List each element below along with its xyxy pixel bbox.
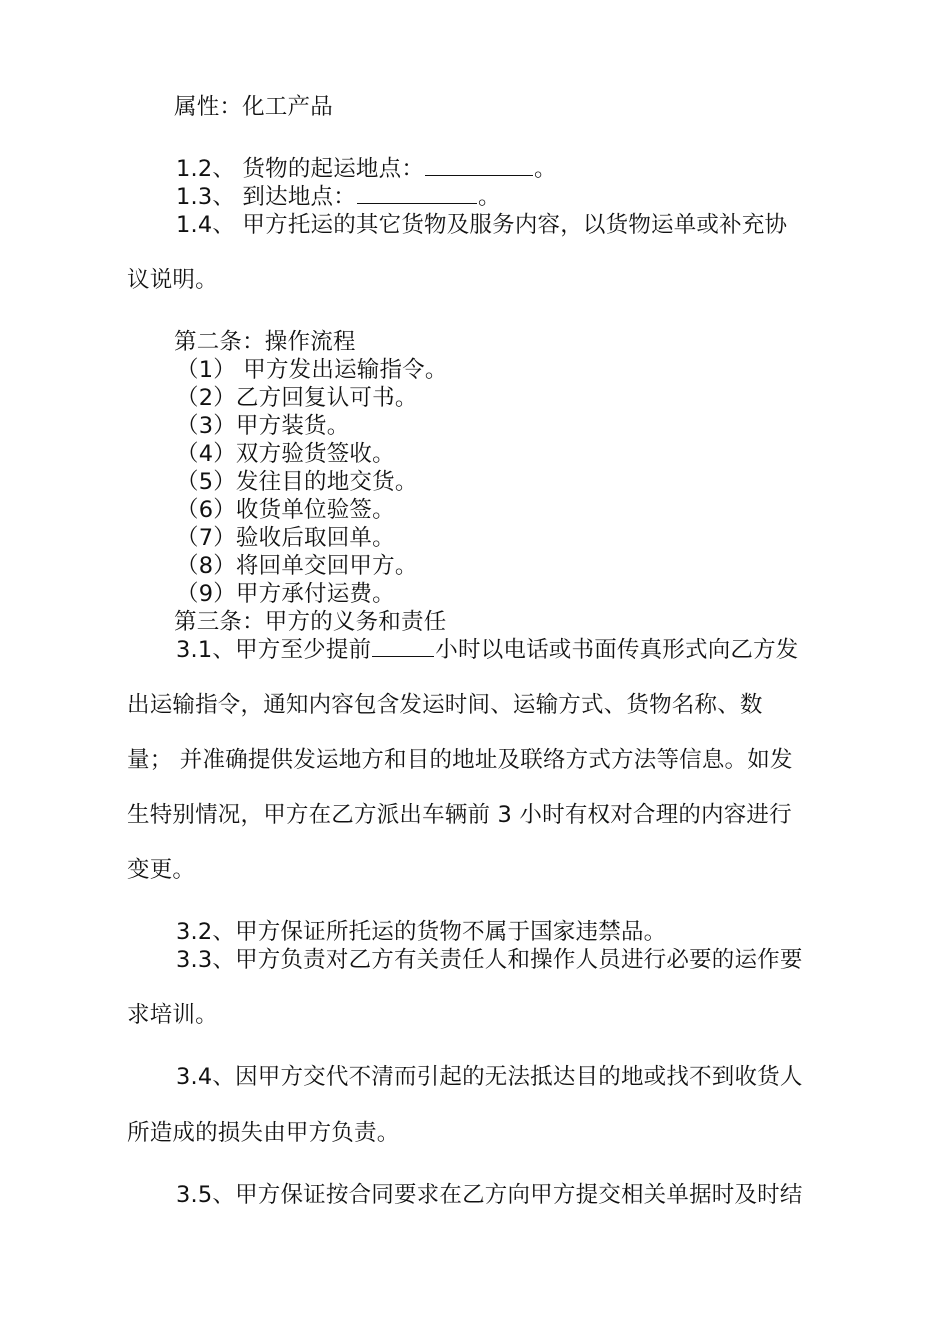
step-item: （2）乙方回复认可书。 — [176, 385, 418, 411]
step-item: （9）甲方承付运费。 — [176, 581, 395, 607]
clause-3-1-text: 3.1、甲方至少提前 — [176, 637, 372, 663]
article-3-title: 第三条：甲方的义务和责任 — [174, 609, 447, 635]
clause-1-3-text: 1.3、 到达地点： — [176, 184, 356, 210]
step-item: （6）收货单位验签。 — [176, 497, 395, 523]
article-2-title: 第二条：操作流程 — [174, 329, 356, 355]
clause-3-1-line — [176, 636, 799, 664]
step-item: （8）将回单交回甲方。 — [176, 553, 418, 579]
clause-3-1-line: 生特别情况，甲方在乙方派出车辆前 3 小时有权对合理的内容进行 — [127, 802, 792, 828]
clause-1-3 — [176, 183, 501, 211]
fill-in-blank[interactable] — [425, 157, 533, 176]
clause-3-3-line: 3.3、甲方负责对乙方有关责任人和操作人员进行必要的运作要 — [176, 947, 803, 973]
fill-in-blank[interactable] — [372, 638, 434, 657]
clause-3-4-line: 所造成的损失由甲方负责。 — [127, 1120, 400, 1146]
step-item: （5）发往目的地交货。 — [176, 469, 418, 495]
attribute-line: 属性：化工产品 — [174, 94, 333, 120]
clause-1-2 — [176, 155, 557, 183]
clause-1-3-end: 。 — [477, 184, 501, 210]
clause-1-2-text: 1.2、 货物的起运地点： — [176, 156, 425, 182]
step-item: （4）双方验货签收。 — [176, 441, 395, 467]
clause-3-3-line: 求培训。 — [127, 1002, 218, 1028]
clause-3-1-line: 变更。 — [127, 857, 196, 883]
clause-1-2-end: 。 — [534, 156, 557, 182]
clause-3-2: 3.2、甲方保证所托运的货物不属于国家违禁品。 — [176, 919, 667, 945]
step-item: （7）验收后取回单。 — [176, 525, 395, 551]
clause-3-1-text-cont: 小时以电话或书面传真形式向乙方发 — [435, 637, 799, 663]
fill-in-blank[interactable] — [357, 185, 477, 204]
clause-3-1-line: 出运输指令，通知内容包含发运时间、运输方式、货物名称、数 — [127, 692, 763, 718]
clause-1-4-line: 1.4、 甲方托运的其它货物及服务内容，以货物运单或补充协 — [176, 212, 788, 238]
clause-1-4-line: 议说明。 — [127, 267, 218, 293]
step-item: （1） 甲方发出运输指令。 — [176, 357, 448, 383]
clause-3-4-line: 3.4、因甲方交代不清而引起的无法抵达目的地或找不到收货人 — [176, 1064, 803, 1090]
step-item: （3）甲方装货。 — [176, 413, 350, 439]
clause-3-5-line: 3.5、甲方保证按合同要求在乙方向甲方提交相关单据时及时结 — [176, 1182, 803, 1208]
clause-3-1-line: 量； 并准确提供发运地方和目的地址及联络方式方法等信息。如发 — [127, 747, 793, 773]
